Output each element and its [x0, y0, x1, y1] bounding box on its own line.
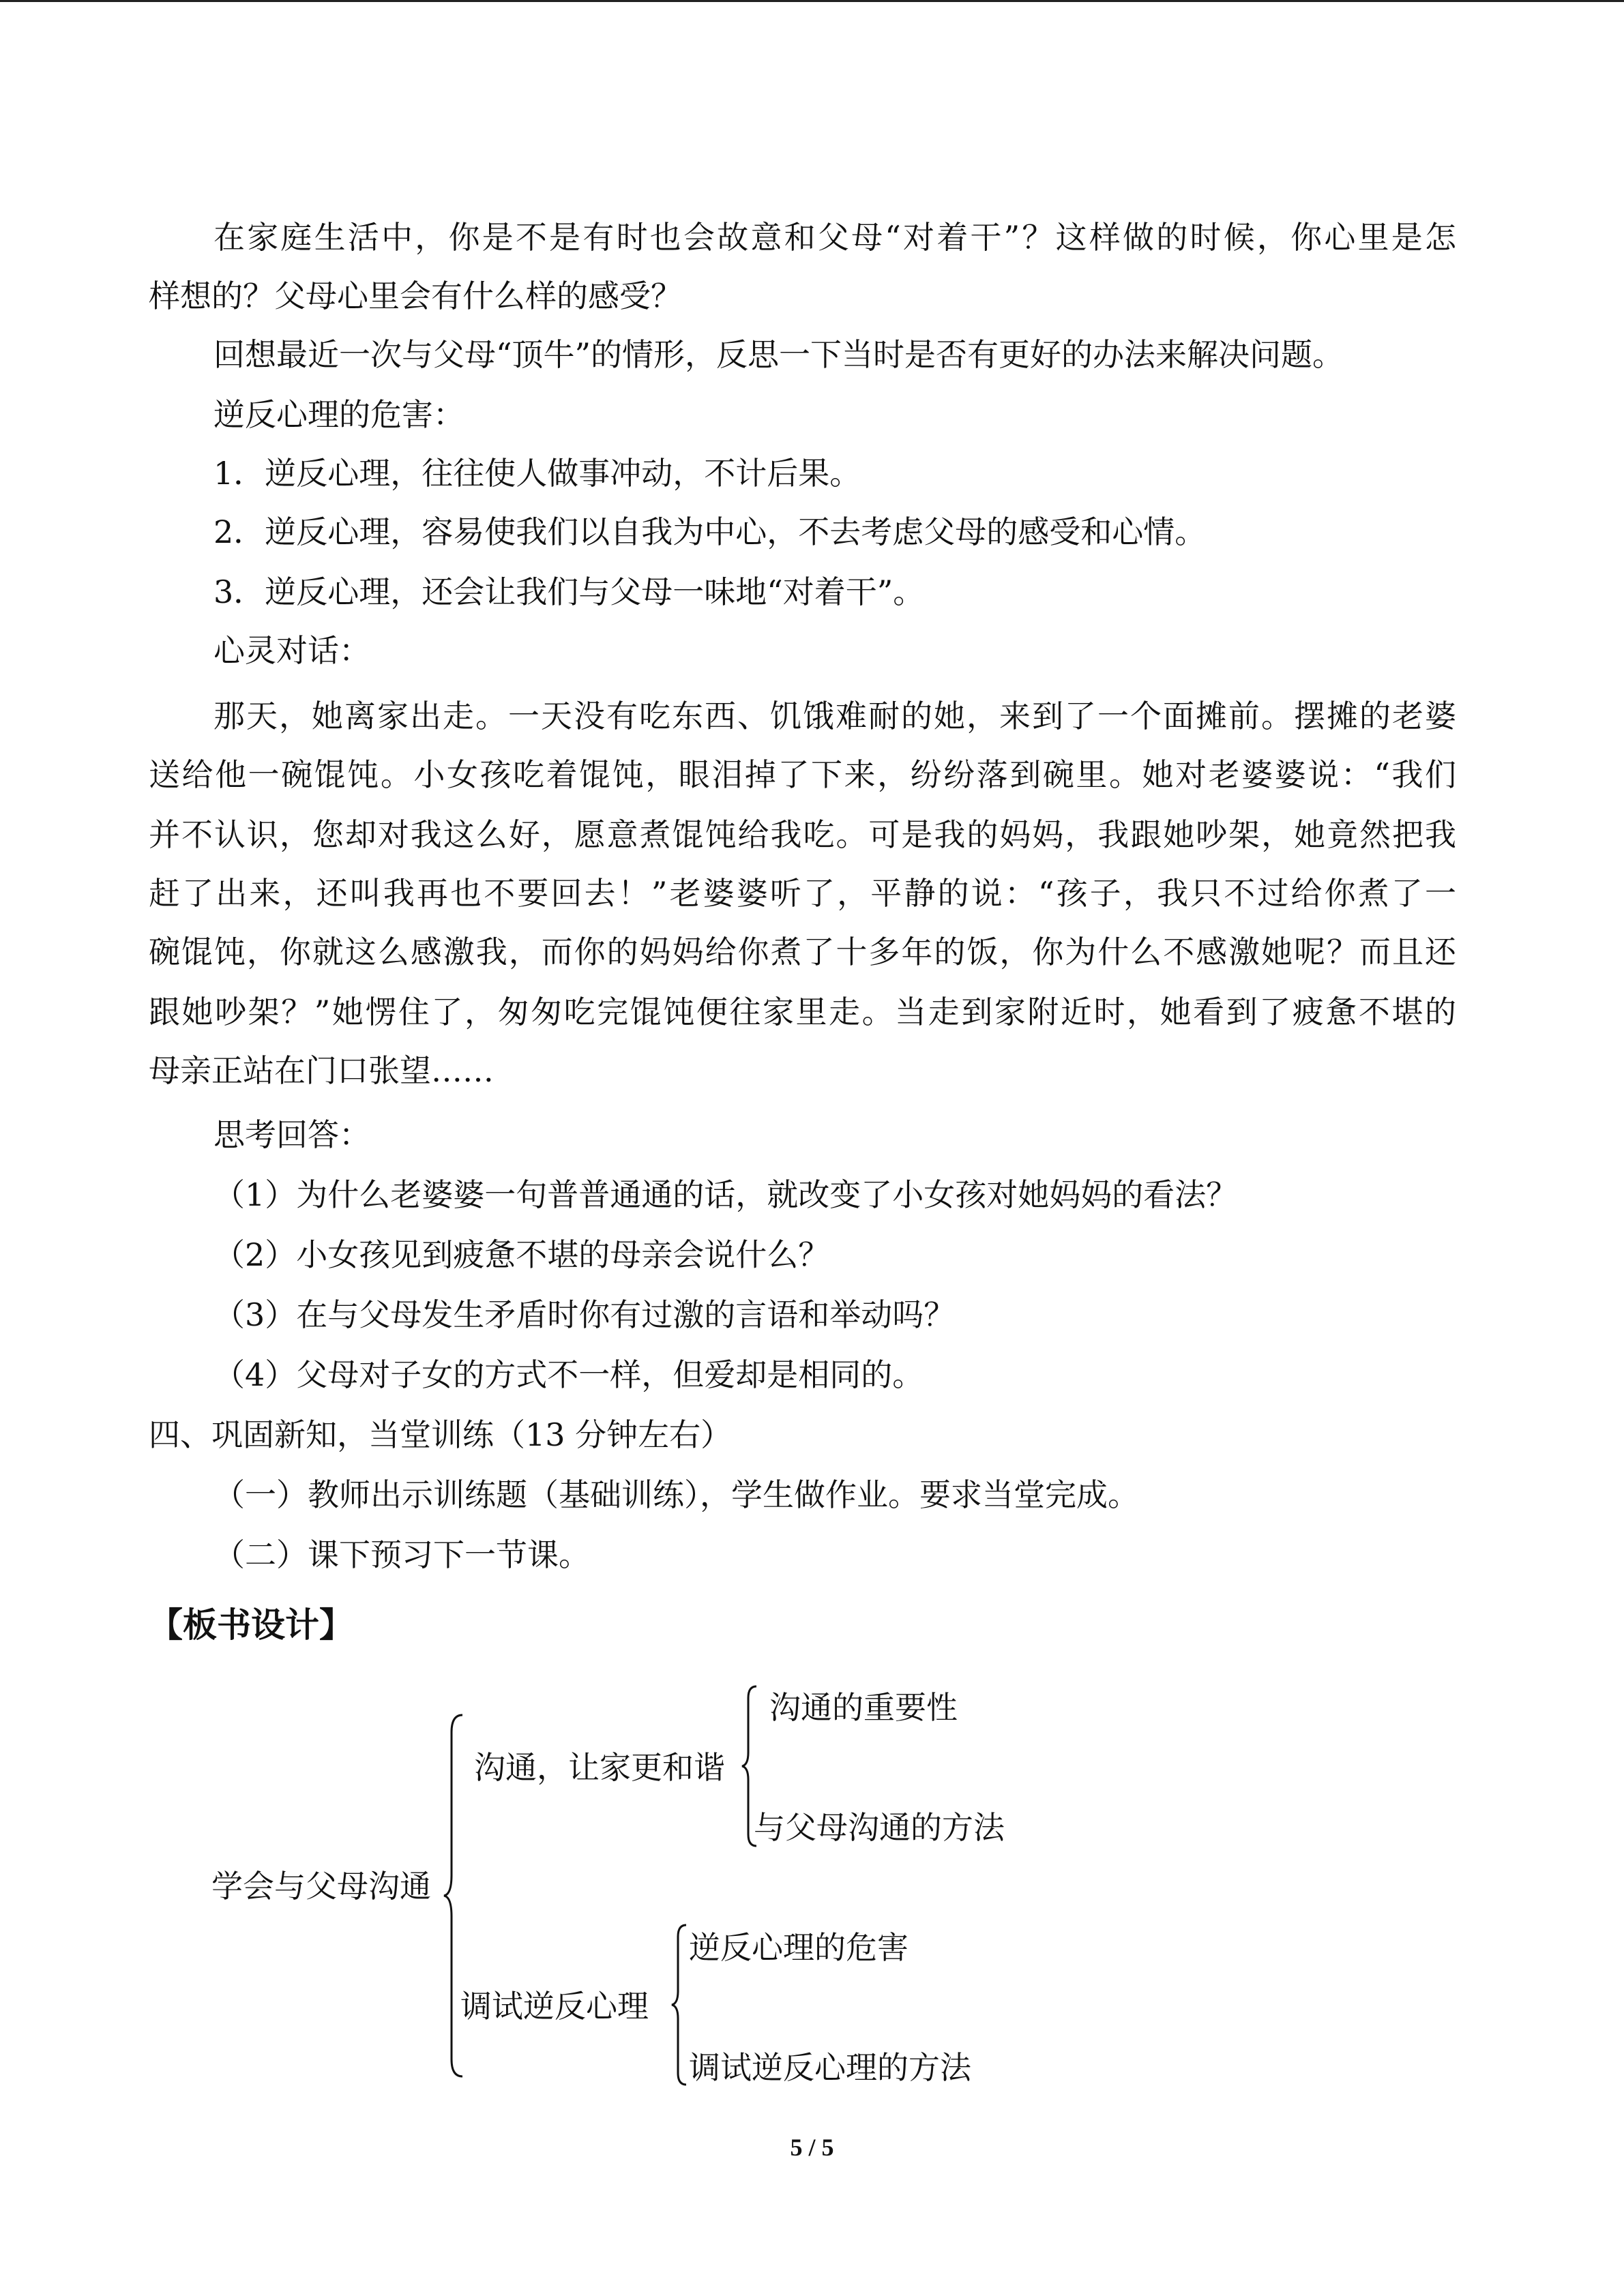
story-line: 送给他一碗馄饨。小女孩吃着馄饨，眼泪掉了下来，纷纷落到碗里。她对老婆婆说：“我们 — [149, 756, 1456, 793]
board-root: 学会与父母沟通 — [211, 1868, 431, 1905]
question-item: （1）为什么老婆婆一句普普通通的话，就改变了小女孩对她妈妈的看法？ — [213, 1176, 1238, 1213]
page-number: 5 / 5 — [790, 2134, 834, 2161]
page-top-border — [0, 0, 1624, 2]
question-item: （4）父母对子女的方式不一样，但爱却是相同的。 — [213, 1356, 924, 1393]
story-line: 并不认识，您却对我这么好，愿意煮馄饨给我吃。可是我的妈妈，我跟她吵架，她竟然把我 — [149, 816, 1456, 853]
story-line: 赶了出来，还叫我再也不要回去！”老婆婆听了，平静的说：“孩子，我只不过给你煮了一 — [149, 875, 1456, 912]
board-branch-rebellion: 调试逆反心理 — [460, 1988, 649, 2025]
paragraph-line: 样想的？父母心里会有什么样的感受？ — [149, 278, 682, 314]
section-label: 逆反心理的危害： — [213, 396, 464, 433]
paragraph: 回想最近一次与父母“顶牛”的情形，反思一下当时是否有更好的办法来解决问题。 — [213, 336, 1344, 373]
list-item: 1．逆反心理，往往使人做事冲动，不计后果。 — [213, 455, 861, 492]
story-line: 碗馄饨，你就这么感激我，而你的妈妈给你煮了十多年的饭，你为什么不感激她呢？而且还 — [149, 934, 1456, 970]
board-leaf-harm: 逆反心理的危害 — [689, 1929, 909, 1966]
question-item: （2）小女孩见到疲惫不堪的母亲会说什么？ — [213, 1236, 830, 1273]
section-label: 思考回答： — [213, 1116, 370, 1153]
board-design-heading: 【板书设计】 — [149, 1605, 353, 1645]
section-heading: 四、巩固新知，当堂训练（13 分钟左右） — [149, 1416, 733, 1453]
list-item: 2．逆反心理，容易使我们以自我为中心，不去考虑父母的感受和心情。 — [213, 513, 1207, 550]
list-item: （二）课下预习下一节课。 — [213, 1536, 590, 1573]
section-label: 心灵对话： — [213, 632, 370, 669]
paragraph-line: 在家庭生活中，你是不是有时也会故意和父母“对着干”？这样做的时候，你心里是怎 — [213, 219, 1456, 256]
brace-branch-rebellion — [670, 1923, 690, 2087]
list-item: （一）教师出示训练题（基础训练），学生做作业。要求当堂完成。 — [213, 1476, 1139, 1513]
story-line: 那天，她离家出走。一天没有吃东西、饥饿难耐的她，来到了一个面摊前。摆摊的老婆 — [213, 698, 1456, 734]
board-leaf-adjust-methods: 调试逆反心理的方法 — [689, 2049, 971, 2086]
board-leaf-importance: 沟通的重要性 — [769, 1689, 958, 1726]
board-branch-communication: 沟通，让家更和谐 — [474, 1749, 725, 1786]
story-line: 母亲正站在门口张望…… — [149, 1052, 494, 1089]
list-item: 3．逆反心理，还会让我们与父母一味地“对着干”。 — [213, 573, 925, 610]
board-leaf-methods: 与父母沟通的方法 — [754, 1809, 1005, 1846]
story-line: 跟她吵架？”她愣住了，匆匆吃完馄饨便往家里走。当走到家附近时，她看到了疲惫不堪的 — [149, 994, 1456, 1030]
question-item: （3）在与父母发生矛盾时你有过激的言语和举动吗？ — [213, 1296, 956, 1333]
